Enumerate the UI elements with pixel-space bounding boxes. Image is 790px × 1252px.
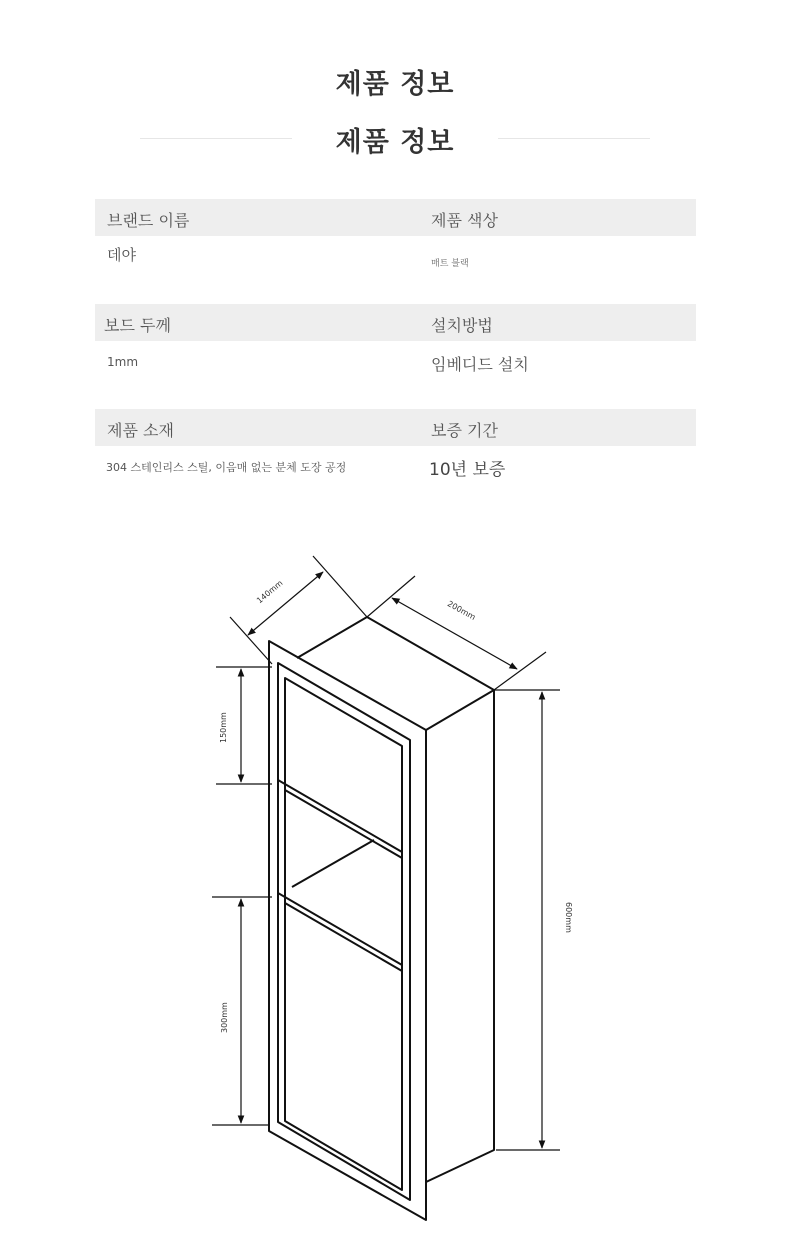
niche-dimension-diagram <box>0 540 790 1252</box>
section-title: 제품 정보 <box>335 127 455 158</box>
depth-label: 140mm <box>255 578 285 606</box>
product-color-label: 제품 색상 <box>431 211 498 230</box>
spec-group-brand-color <box>95 199 696 276</box>
page-title-top: 제품 정보 <box>335 69 455 100</box>
spec-value-row <box>95 236 696 276</box>
warranty-label: 보증 기간 <box>431 421 498 440</box>
brand-name-label: 브랜드 이름 <box>107 211 190 230</box>
spec-group-material-warranty <box>95 409 696 486</box>
board-thickness-label: 보드 두께 <box>104 316 171 335</box>
spec-value-row <box>95 446 696 486</box>
warranty-value: 10년 보증 <box>429 460 506 480</box>
brand-name-value: 데야 <box>107 246 136 264</box>
spec-value-row <box>95 341 696 381</box>
material-label: 제품 소재 <box>107 421 174 440</box>
material-value: 304 스테인리스 스틸, 이음매 없는 분체 도장 공정 <box>106 461 347 474</box>
spec-header-row <box>95 409 696 446</box>
board-thickness-value: 1mm <box>107 355 139 369</box>
title-divider-right <box>498 138 650 139</box>
spec-group-thickness-install <box>95 304 696 381</box>
install-method-label: 설치방법 <box>431 316 493 335</box>
spec-header-row <box>95 199 696 236</box>
install-method-value: 임베디드 설치 <box>431 355 529 374</box>
height-label: 600mm <box>564 902 573 933</box>
upper-shelf-label: 150mm <box>219 712 228 743</box>
section-title-row <box>0 120 790 156</box>
product-color-value: 매트 블랙 <box>431 259 469 269</box>
lower-shelf-label: 300mm <box>220 1002 229 1033</box>
width-label: 200mm <box>445 599 478 622</box>
spec-header-row <box>95 304 696 341</box>
